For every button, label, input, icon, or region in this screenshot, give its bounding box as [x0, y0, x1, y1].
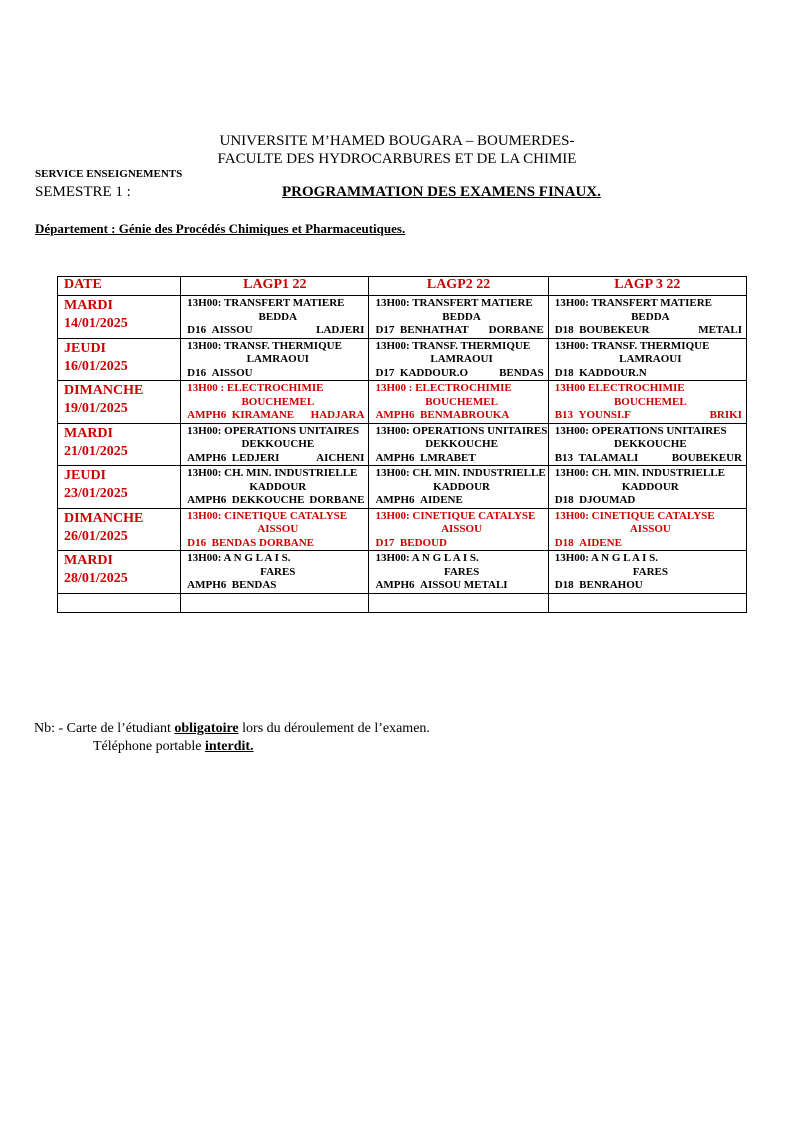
exam-supervisor: AIDENE [420, 494, 463, 506]
empty-row [58, 593, 747, 612]
exam-cell [548, 466, 746, 509]
exam-room-line [187, 409, 368, 423]
university-name: UNIVERSITE M’HAMED BOUGARA – BOUMERDES- [219, 133, 575, 149]
exam-teacher: KADDOUR [433, 480, 490, 493]
exam-room: AMPH6 [375, 451, 415, 464]
exam-teacher: BEDDA [442, 310, 481, 323]
exam-subject: 13H00 : ELECTROCHIMIE [375, 382, 512, 394]
exam-room-line [375, 367, 547, 381]
exam-supervisor: AIDENE [579, 536, 622, 549]
exam-supervisor: YOUNSI.F [578, 409, 631, 421]
exam-teacher: BOUCHEMEL [425, 395, 498, 408]
exam-supervisor: AISSOU METALI [420, 579, 508, 591]
exam-subject: 13H00: OPERATIONS UNITAIRES [187, 424, 360, 437]
table-header-row [58, 277, 747, 296]
exam-subject: 13H00: A N G L A I S. [554, 552, 658, 564]
exam-teacher: FARES [443, 565, 480, 578]
exam-room: D18 [554, 579, 574, 591]
exam-teacher: KADDOUR [249, 480, 307, 493]
exam-subject: 13H00: TRANSF. THERMIQUE [187, 339, 342, 352]
date-cell [58, 381, 181, 424]
table-row [58, 508, 747, 551]
day-name: DIMANCHE [64, 510, 144, 526]
exam-supervisor: TALAMALI [578, 451, 639, 464]
empty-cell [369, 593, 548, 612]
table-row [58, 466, 747, 509]
exam-room: AMPH6 [187, 409, 227, 421]
exam-subject: 13H00: TRANSF. THERMIQUE [375, 339, 531, 352]
date-cell [58, 423, 181, 466]
exam-subject: 13H00: OPERATIONS UNITAIRES [554, 424, 727, 437]
empty-cell [181, 593, 369, 612]
date-cell [58, 338, 181, 381]
exam-room-line [187, 367, 368, 381]
exam-subject: 13H00: TRANSFERT MATIERE [375, 297, 533, 309]
exam-teacher: AISSOU [629, 523, 671, 535]
date-cell [58, 551, 181, 594]
exam-teacher: AISSOU [441, 523, 483, 535]
date-cell [58, 466, 181, 509]
exam-room: D17 [375, 324, 395, 336]
exam-room-line [555, 537, 746, 551]
exam-subject: 13H00: TRANSFERT MATIERE [187, 297, 345, 309]
exam-cell [548, 381, 746, 424]
exam-supervisor-2: BRIKI [709, 409, 742, 421]
day-name: DIMANCHE [64, 383, 144, 398]
service-label: SERVICE ENSEIGNEMENTS [35, 168, 183, 180]
exam-supervisor: BENRAHOU [579, 579, 643, 591]
exam-supervisor-2: BENDAS [499, 366, 544, 379]
exam-schedule-table [57, 276, 747, 613]
day-name: MARDI [64, 553, 113, 568]
note-interdit: interdit. [204, 739, 254, 754]
note-line-1 [34, 721, 430, 737]
exam-room-line [555, 367, 746, 381]
exam-room: D17 [375, 536, 395, 549]
exam-teacher: LAMRAOUI [619, 353, 682, 365]
exam-supervisor: BENHATHAT [399, 324, 469, 336]
exam-date: 21/01/2025 [64, 443, 128, 459]
exam-subject: 13H00: A N G L A I S. [187, 552, 291, 564]
exam-teacher: BEDDA [631, 310, 670, 323]
exam-supervisor: DJOUMAD [579, 494, 636, 506]
exam-supervisor: AISSOU [211, 324, 253, 336]
exam-subject: 13H00: A N G L A I S. [375, 552, 479, 564]
exam-teacher: BEDDA [258, 310, 298, 323]
exam-cell [548, 423, 746, 466]
exam-room-line [375, 494, 547, 508]
exam-supervisor: KIRAMANE [231, 409, 295, 421]
exam-room: B13 [554, 409, 574, 421]
exam-cell [548, 551, 746, 594]
exam-cell [369, 381, 548, 424]
exam-room-line [375, 452, 547, 466]
date-cell [58, 296, 181, 339]
day-name: JEUDI [64, 468, 107, 483]
day-name: MARDI [64, 425, 113, 441]
exam-cell [181, 508, 369, 551]
exam-date: 16/01/2025 [64, 358, 128, 374]
exam-room-line [375, 324, 547, 338]
exam-supervisor-2: AICHENI [316, 451, 365, 464]
exam-date: 23/01/2025 [64, 486, 128, 501]
exam-room-line [375, 537, 547, 551]
department-label: Département : Génie des Procédés Chimiques et Pharmaceutiques. [35, 221, 406, 236]
exam-cell [369, 551, 548, 594]
exam-room: D18 [554, 536, 574, 549]
note-suffix: lors du déroulement de l’examen. [238, 721, 430, 736]
exam-cell [181, 466, 369, 509]
exam-subject: 13H00: OPERATIONS UNITAIRES [375, 424, 548, 437]
column-header-lagp3: LAGP 3 22 [548, 277, 746, 296]
column-header-lagp2: LAGP2 22 [369, 277, 548, 296]
faculty-name: FACULTE DES HYDROCARBURES ET DE LA CHIMIE [217, 151, 577, 167]
exam-room: D18 [554, 494, 574, 506]
exam-room: AMPH6 [375, 409, 415, 421]
exam-cell [548, 508, 746, 551]
exam-date: 26/01/2025 [64, 528, 128, 544]
exam-room-line [187, 494, 368, 508]
exam-cell [181, 551, 369, 594]
note-obligatoire: obligatoire [174, 721, 239, 736]
exam-teacher: KADDOUR [621, 480, 679, 493]
exam-date: 14/01/2025 [64, 316, 128, 331]
table-row [58, 551, 747, 594]
exam-room: AMPH6 [187, 451, 227, 464]
exam-subject: 13H00: CH. MIN. INDUSTRIELLE [554, 467, 725, 479]
exam-room: D16 [187, 324, 207, 336]
exam-supervisor: BENDAS [231, 579, 277, 591]
exam-supervisor-2: HADJARA [310, 409, 365, 421]
exam-supervisor: LMRABET [420, 451, 476, 464]
exam-room: D16 [187, 536, 207, 549]
exam-cell [369, 466, 548, 509]
exam-room-line [187, 324, 368, 338]
exam-date: 19/01/2025 [64, 401, 128, 416]
table-row [58, 296, 747, 339]
exam-supervisor: BENDAS DORBANE [211, 536, 315, 549]
empty-cell [58, 593, 181, 612]
exam-cell [369, 508, 548, 551]
exam-cell [548, 296, 746, 339]
exam-room-line [555, 579, 746, 593]
exam-teacher: LAMRAOUI [246, 353, 309, 365]
exam-cell [369, 338, 548, 381]
exam-supervisor: KADDOUR.O [399, 366, 469, 379]
exam-cell [369, 296, 548, 339]
exam-room: AMPH6 [187, 494, 227, 506]
exam-teacher: BOUCHEMEL [613, 395, 687, 408]
exam-room-line [187, 537, 368, 551]
day-name: JEUDI [64, 340, 107, 356]
exam-supervisor-2: METALI [698, 324, 742, 336]
exam-room-line [187, 579, 368, 593]
exam-subject: 13H00: CH. MIN. INDUSTRIELLE [375, 467, 546, 479]
exam-subject: 13H00: CINETIQUE CATALYSE [554, 509, 715, 522]
exam-supervisor: BEDOUD [399, 536, 447, 549]
exam-cell [369, 423, 548, 466]
exam-room-line [375, 579, 547, 593]
exam-cell [181, 338, 369, 381]
exam-room-line [555, 324, 746, 338]
exam-supervisor: BOUBEKEUR [579, 324, 650, 336]
exam-cell [181, 296, 369, 339]
exam-supervisor: KADDOUR.N [579, 366, 647, 379]
exam-subject: 13H00: CINETIQUE CATALYSE [187, 509, 348, 522]
table-row [58, 423, 747, 466]
column-header-date: DATE [58, 277, 181, 296]
exam-room: AMPH6 [187, 579, 227, 591]
exam-teacher: FARES [260, 565, 296, 578]
exam-teacher: DEKKOUCHE [241, 438, 315, 450]
day-name: MARDI [64, 298, 113, 313]
exam-supervisor-2: BOUBEKEUR [671, 451, 742, 464]
exam-supervisor: LEDJERI [231, 451, 280, 464]
exam-room-line [555, 409, 746, 423]
exam-subject: 13H00: TRANSF. THERMIQUE [554, 339, 710, 352]
exam-supervisor-2: DORBANE [488, 324, 544, 336]
exam-room-line [555, 452, 746, 466]
exam-room-line [555, 494, 746, 508]
date-cell [58, 508, 181, 551]
exam-teacher: DEKKOUCHE [425, 438, 498, 450]
exam-supervisor: DEKKOUCHE [231, 494, 305, 506]
exam-teacher: BOUCHEMEL [241, 395, 315, 408]
exam-cell [548, 338, 746, 381]
note-line-2 [93, 739, 254, 755]
table-row [58, 381, 747, 424]
exam-subject: 13H00: TRANSFERT MATIERE [554, 297, 712, 309]
exam-subject: 13H00: CH. MIN. INDUSTRIELLE [187, 467, 358, 479]
semester-label: SEMESTRE 1 : [35, 184, 131, 200]
exam-room: D18 [554, 324, 574, 336]
page-title: PROGRAMMATION DES EXAMENS FINAUX. [282, 184, 601, 200]
exam-room: D16 [187, 366, 207, 379]
exam-room: B13 [554, 451, 574, 464]
exam-subject: 13H00 ELECTROCHIMIE [554, 382, 685, 394]
column-header-lagp1: LAGP1 22 [181, 277, 369, 296]
exam-room-line [375, 409, 547, 423]
exam-teacher: AISSOU [257, 523, 299, 535]
exam-teacher: LAMRAOUI [430, 353, 493, 365]
exam-subject: 13H00 : ELECTROCHIMIE [187, 382, 324, 394]
exam-cell [181, 423, 369, 466]
exam-cell [181, 381, 369, 424]
exam-supervisor-2: DORBANE [309, 494, 365, 506]
exam-supervisor: AISSOU [211, 366, 253, 379]
exam-room: D18 [554, 366, 574, 379]
empty-cell [548, 593, 746, 612]
exam-room: D17 [375, 366, 395, 379]
exam-teacher: FARES [632, 565, 668, 578]
exam-subject: 13H00: CINETIQUE CATALYSE [375, 509, 536, 522]
note-prefix: Nb: - Carte de l’étudiant [34, 721, 175, 736]
exam-room: AMPH6 [375, 579, 415, 591]
note-phone: Téléphone portable [93, 739, 205, 754]
exam-supervisor: BENMABROUKA [420, 409, 510, 421]
table-row [58, 338, 747, 381]
exam-teacher: DEKKOUCHE [613, 438, 687, 450]
exam-room-line [187, 452, 368, 466]
exam-supervisor-2: LADJERI [316, 324, 365, 336]
exam-room: AMPH6 [375, 494, 415, 506]
exam-date: 28/01/2025 [64, 571, 128, 586]
